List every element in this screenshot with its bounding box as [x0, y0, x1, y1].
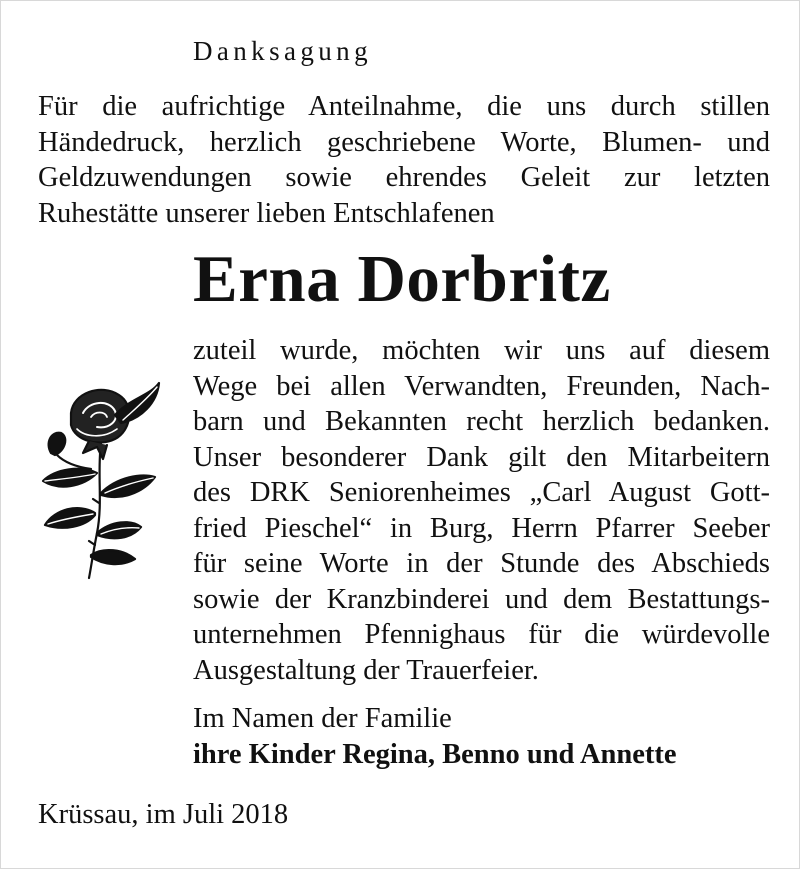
- place-date: [38, 797, 288, 833]
- deceased-name: Erna Dorbritz: [193, 242, 611, 316]
- body-line: unternehmen Pfennighaus für die würdevolle: [193, 619, 770, 650]
- intro-line: Ruhestätte unserer lieben Entschlafenen: [38, 197, 495, 229]
- body-line: fried Pieschel“ in Burg, Herrn Pfarrer Seeber: [193, 512, 770, 544]
- place-date-text: Krüssau, im Juli 2018: [38, 799, 289, 830]
- body-line: Ausgestaltung der Trauerfeier.: [193, 654, 539, 686]
- intro-line: Für die aufrichtige Anteilnahme, die uns durch stillen: [38, 91, 770, 122]
- intro-paragraph: [38, 89, 770, 231]
- body-line: sowie der Kranzbinderei und dem Bestattungs-: [193, 583, 770, 615]
- body-line: Unser besonderer Dank gilt den Mitarbeitern: [193, 441, 770, 473]
- intro-line: Geldzuwendungen sowie ehrendes Geleit zur letzten: [38, 162, 770, 193]
- body-line: für seine Worte in der Stunde des Abschieds: [193, 548, 770, 579]
- body-line: zuteil wurde, möchten wir uns auf diesem: [193, 335, 770, 366]
- body-line: des DRK Seniorenheimes „Carl August Gott-: [193, 477, 770, 508]
- notice-heading: Danksagung: [193, 36, 372, 66]
- signers-text: ihre Kinder Regina, Benno und Annette: [193, 738, 677, 770]
- body-line: Wege bei allen Verwandten, Freunden, Nach-: [193, 370, 770, 402]
- rose-icon: [31, 373, 169, 583]
- closing-block: [193, 701, 770, 772]
- intro-line: Händedruck, herzlich geschriebene Worte, Blumen- und: [38, 126, 770, 158]
- on-behalf-text: Im Namen der Familie: [193, 703, 452, 734]
- body-paragraph: [193, 333, 770, 688]
- body-line: barn und Bekannten recht herzlich bedanken.: [193, 406, 770, 437]
